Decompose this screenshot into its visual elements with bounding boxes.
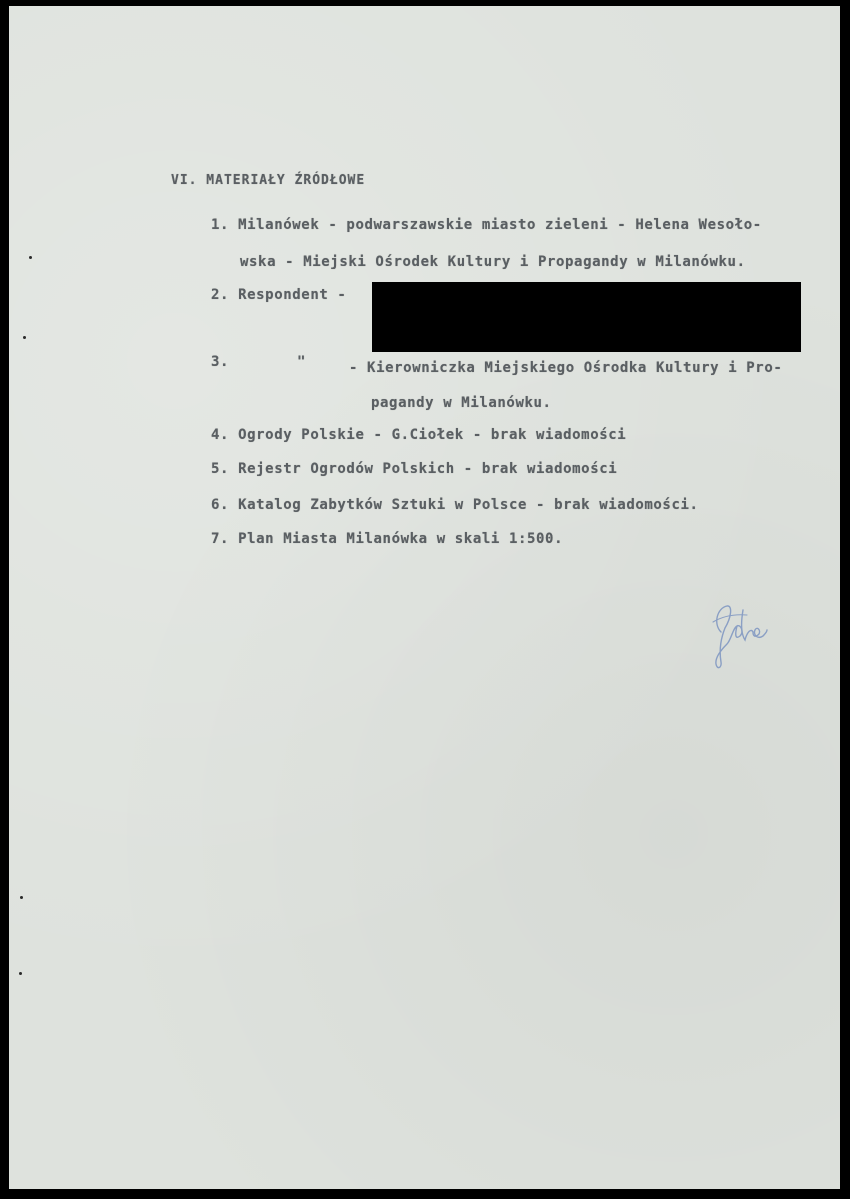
source-item-4: 4. Ogrody Polskie - G.Ciołek - brak wiadomości [211, 427, 627, 443]
source-item-3-number: 3. [211, 354, 230, 370]
ditto-mark: " [297, 354, 307, 370]
source-item-3-continuation: pagandy w Milanówku. [371, 395, 552, 411]
scan-speck [19, 972, 22, 975]
source-item-5: 5. Rejestr Ogrodów Polskich - brak wiadomości [211, 461, 618, 477]
redaction-box [372, 282, 801, 352]
handwritten-signature [707, 588, 771, 674]
scan-speck [23, 336, 26, 339]
paper-sheet [9, 6, 840, 1189]
source-item-7: 7. Plan Miasta Milanówka w skali 1:500. [211, 531, 564, 547]
source-item-6: 6. Katalog Zabytków Sztuki w Polsce - brak wiadomości. [211, 497, 699, 513]
section-heading: VI. MATERIAŁY ŹRÓDŁOWE [171, 173, 366, 188]
scan-speck [29, 256, 32, 259]
scan-speck [20, 896, 23, 899]
source-item-1: 1. Milanówek - podwarszawskie miasto zieleni - Helena Wesoło- [211, 217, 762, 233]
source-item-2: 2. Respondent - [211, 287, 347, 303]
source-item-3: - Kierowniczka Miejskiego Ośrodka Kultury i Pro- [349, 360, 783, 376]
source-item-1-continuation: wska - Miejski Ośrodek Kultury i Propagandy w Milanówku. [240, 254, 746, 270]
